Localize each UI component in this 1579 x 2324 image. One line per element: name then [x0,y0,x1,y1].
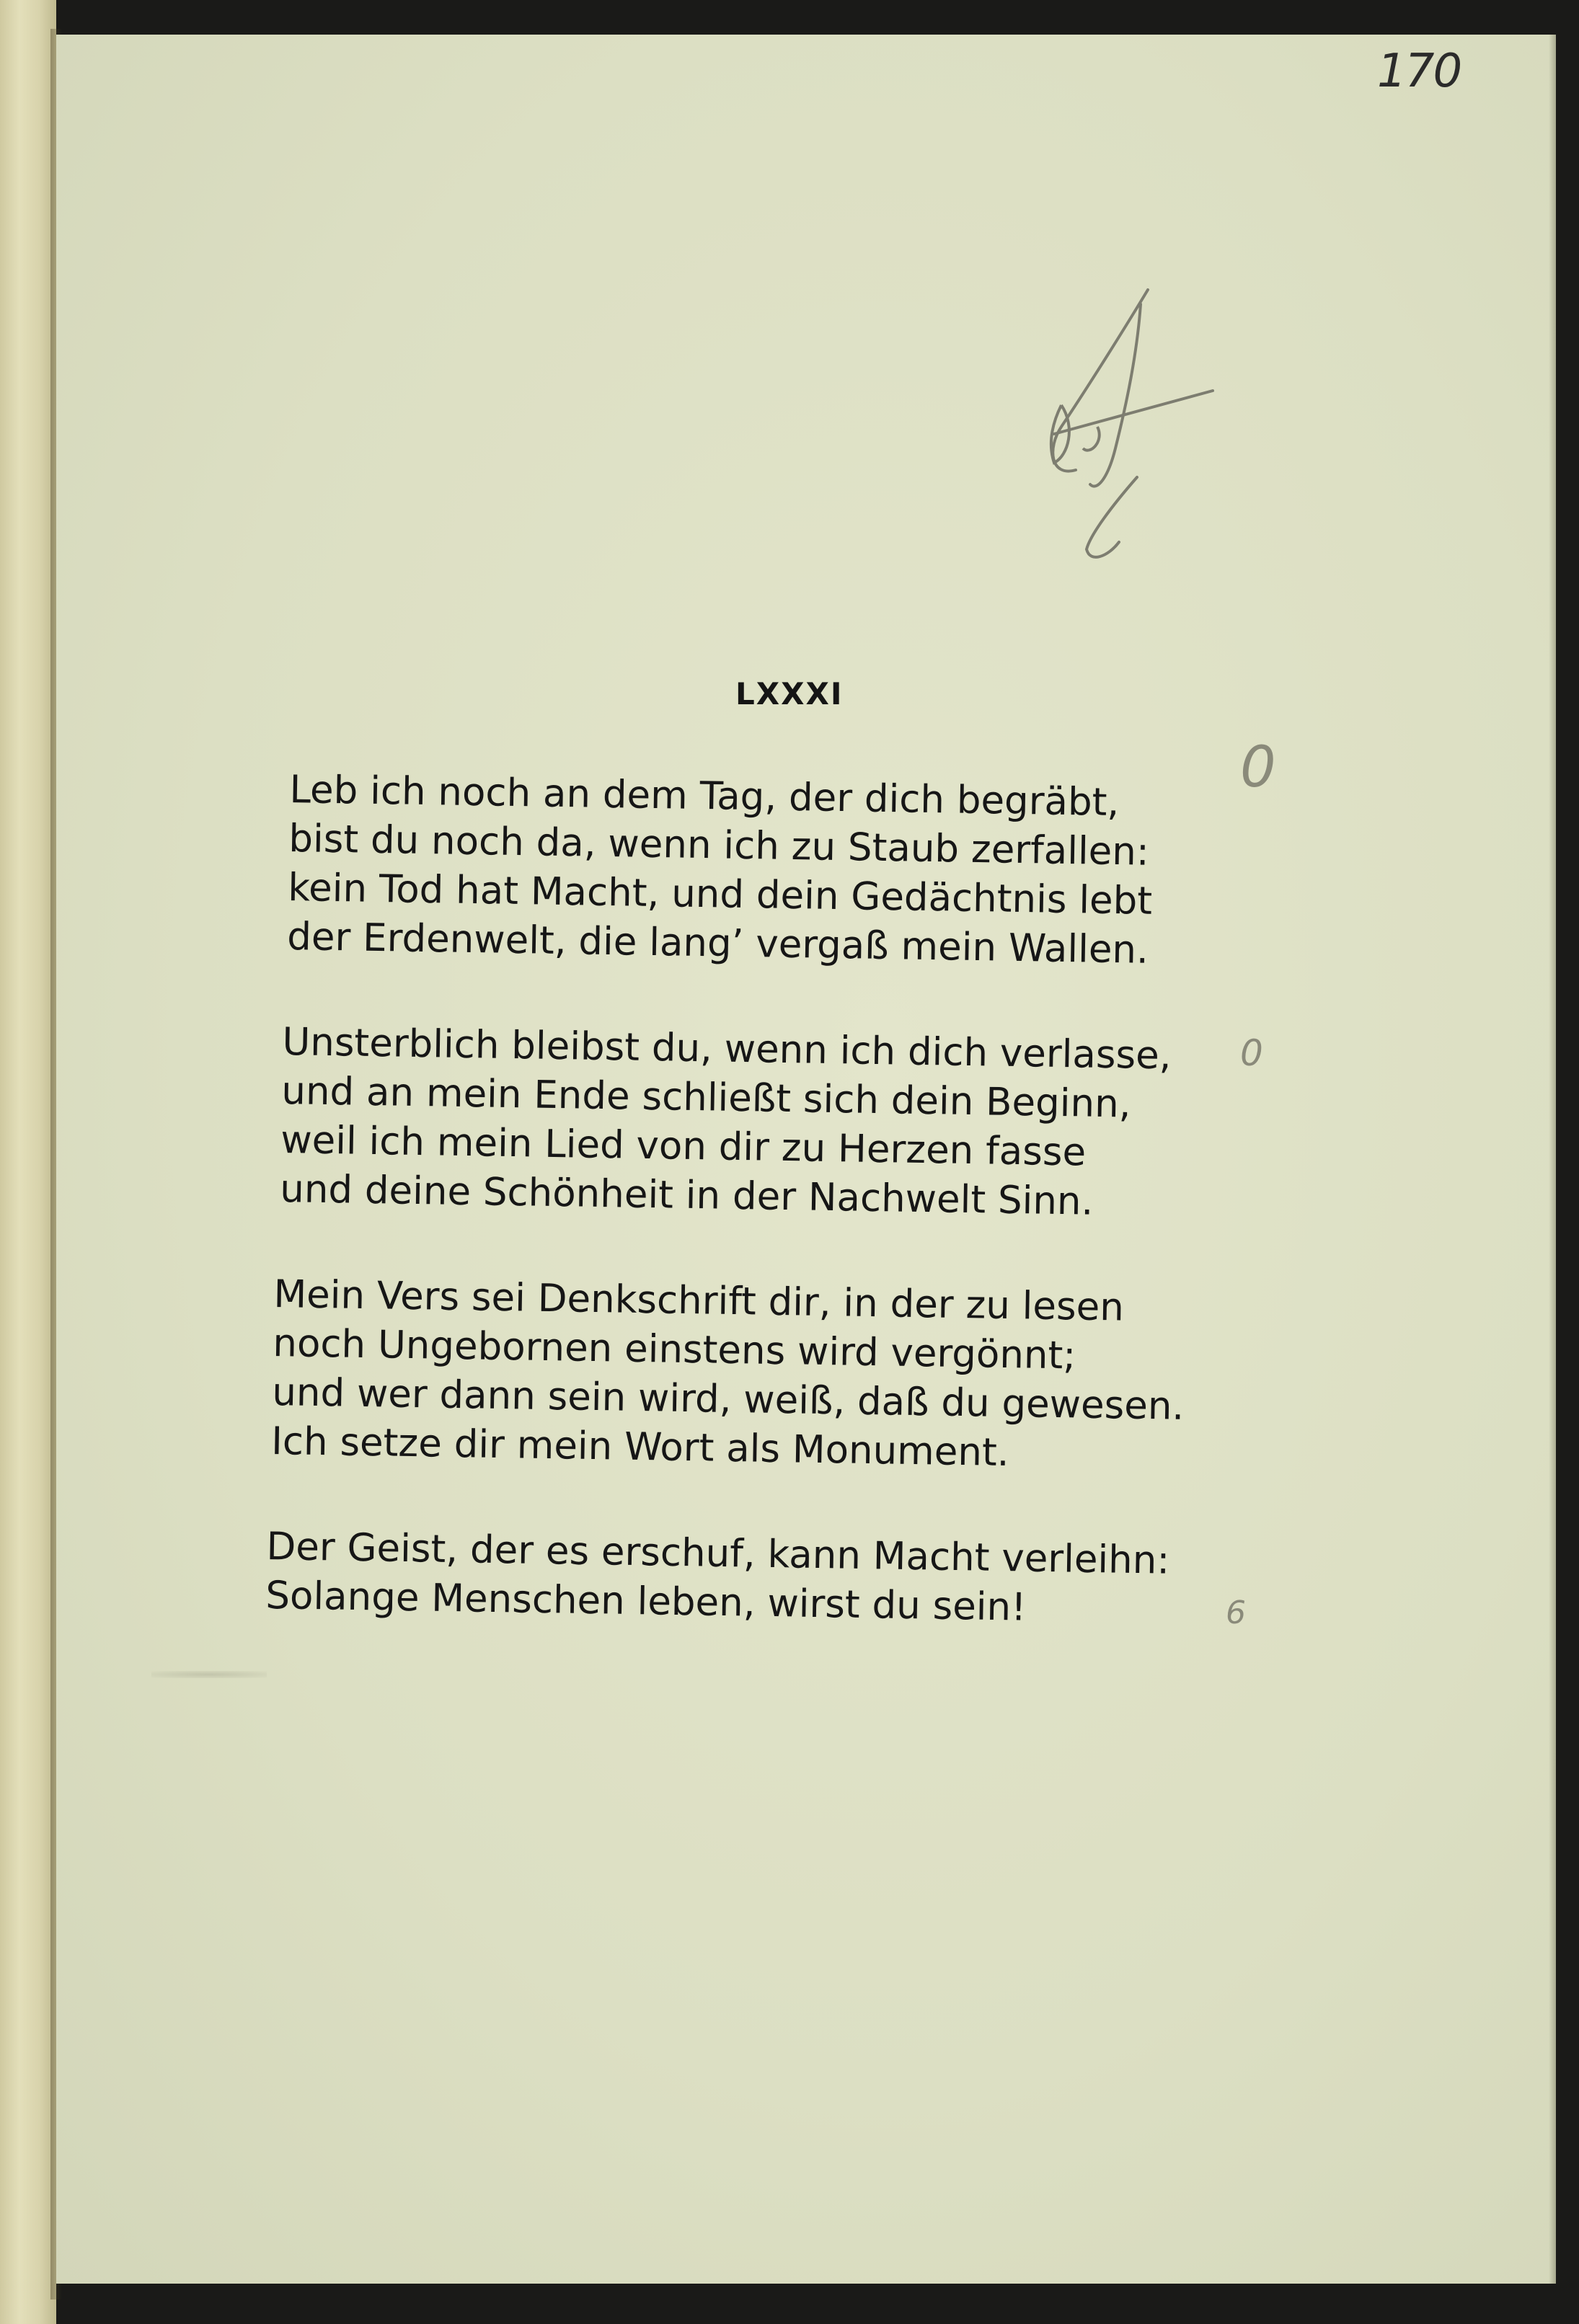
stanza-2 [280,1018,1172,1228]
margin-pencil-mark: 6 [1226,1595,1246,1631]
page-edge [1549,35,1556,2284]
poem-line: bist du noch da, wenn ich zu Staub zerfallen: [288,816,1150,874]
poem-line: und wer dann sein wird, weiß, daß du gewesen. [271,1370,1185,1429]
stanza-3 [271,1270,1186,1481]
poem-line: Leb ich noch an dem Tag, der dich begräbt, [288,767,1120,825]
poem-line: und deine Schönheit in der Nachwelt Sinn. [279,1166,1094,1224]
poem-line: Mein Vers sei Denkschrift dir, in der zu lesen [273,1272,1125,1330]
stanza-1 [287,766,1154,975]
margin-pencil-mark: 0 [1240,735,1276,800]
poem-line: Der Geist, der es erschuf, kann Macht verleihn: [265,1524,1170,1583]
poem-line: Ich setze dir mein Wort als Monument. [270,1419,1010,1476]
previous-leaf-edge [0,0,56,2324]
margin-pencil-mark: 0 [1240,1032,1263,1074]
poem-line: noch Ungebornen einstens wird vergönnt; [272,1321,1076,1378]
poem-line: Unsterblich bleibst du, wenn ich dich verlasse, [281,1019,1172,1078]
poem-line: kein Tod hat Macht, und dein Gedächtnis lebt [287,865,1153,923]
poem-line: weil ich mein Lied von dir zu Herzen fasse [280,1117,1087,1175]
poem-line: Solange Menschen leben, wirst du sein! [265,1573,1027,1630]
stanza-4 [265,1522,1170,1635]
page-number: 170 [1377,45,1461,98]
pencil-signature-mark [982,261,1242,578]
paper-smudge [151,1671,267,1678]
poem-title: LXXXI [735,676,844,711]
poem-line: und an mein Ende schließt sich dein Beginn, [280,1068,1132,1127]
poem-line: der Erdenwelt, die lang’ vergaß mein Wallen. [286,914,1149,972]
